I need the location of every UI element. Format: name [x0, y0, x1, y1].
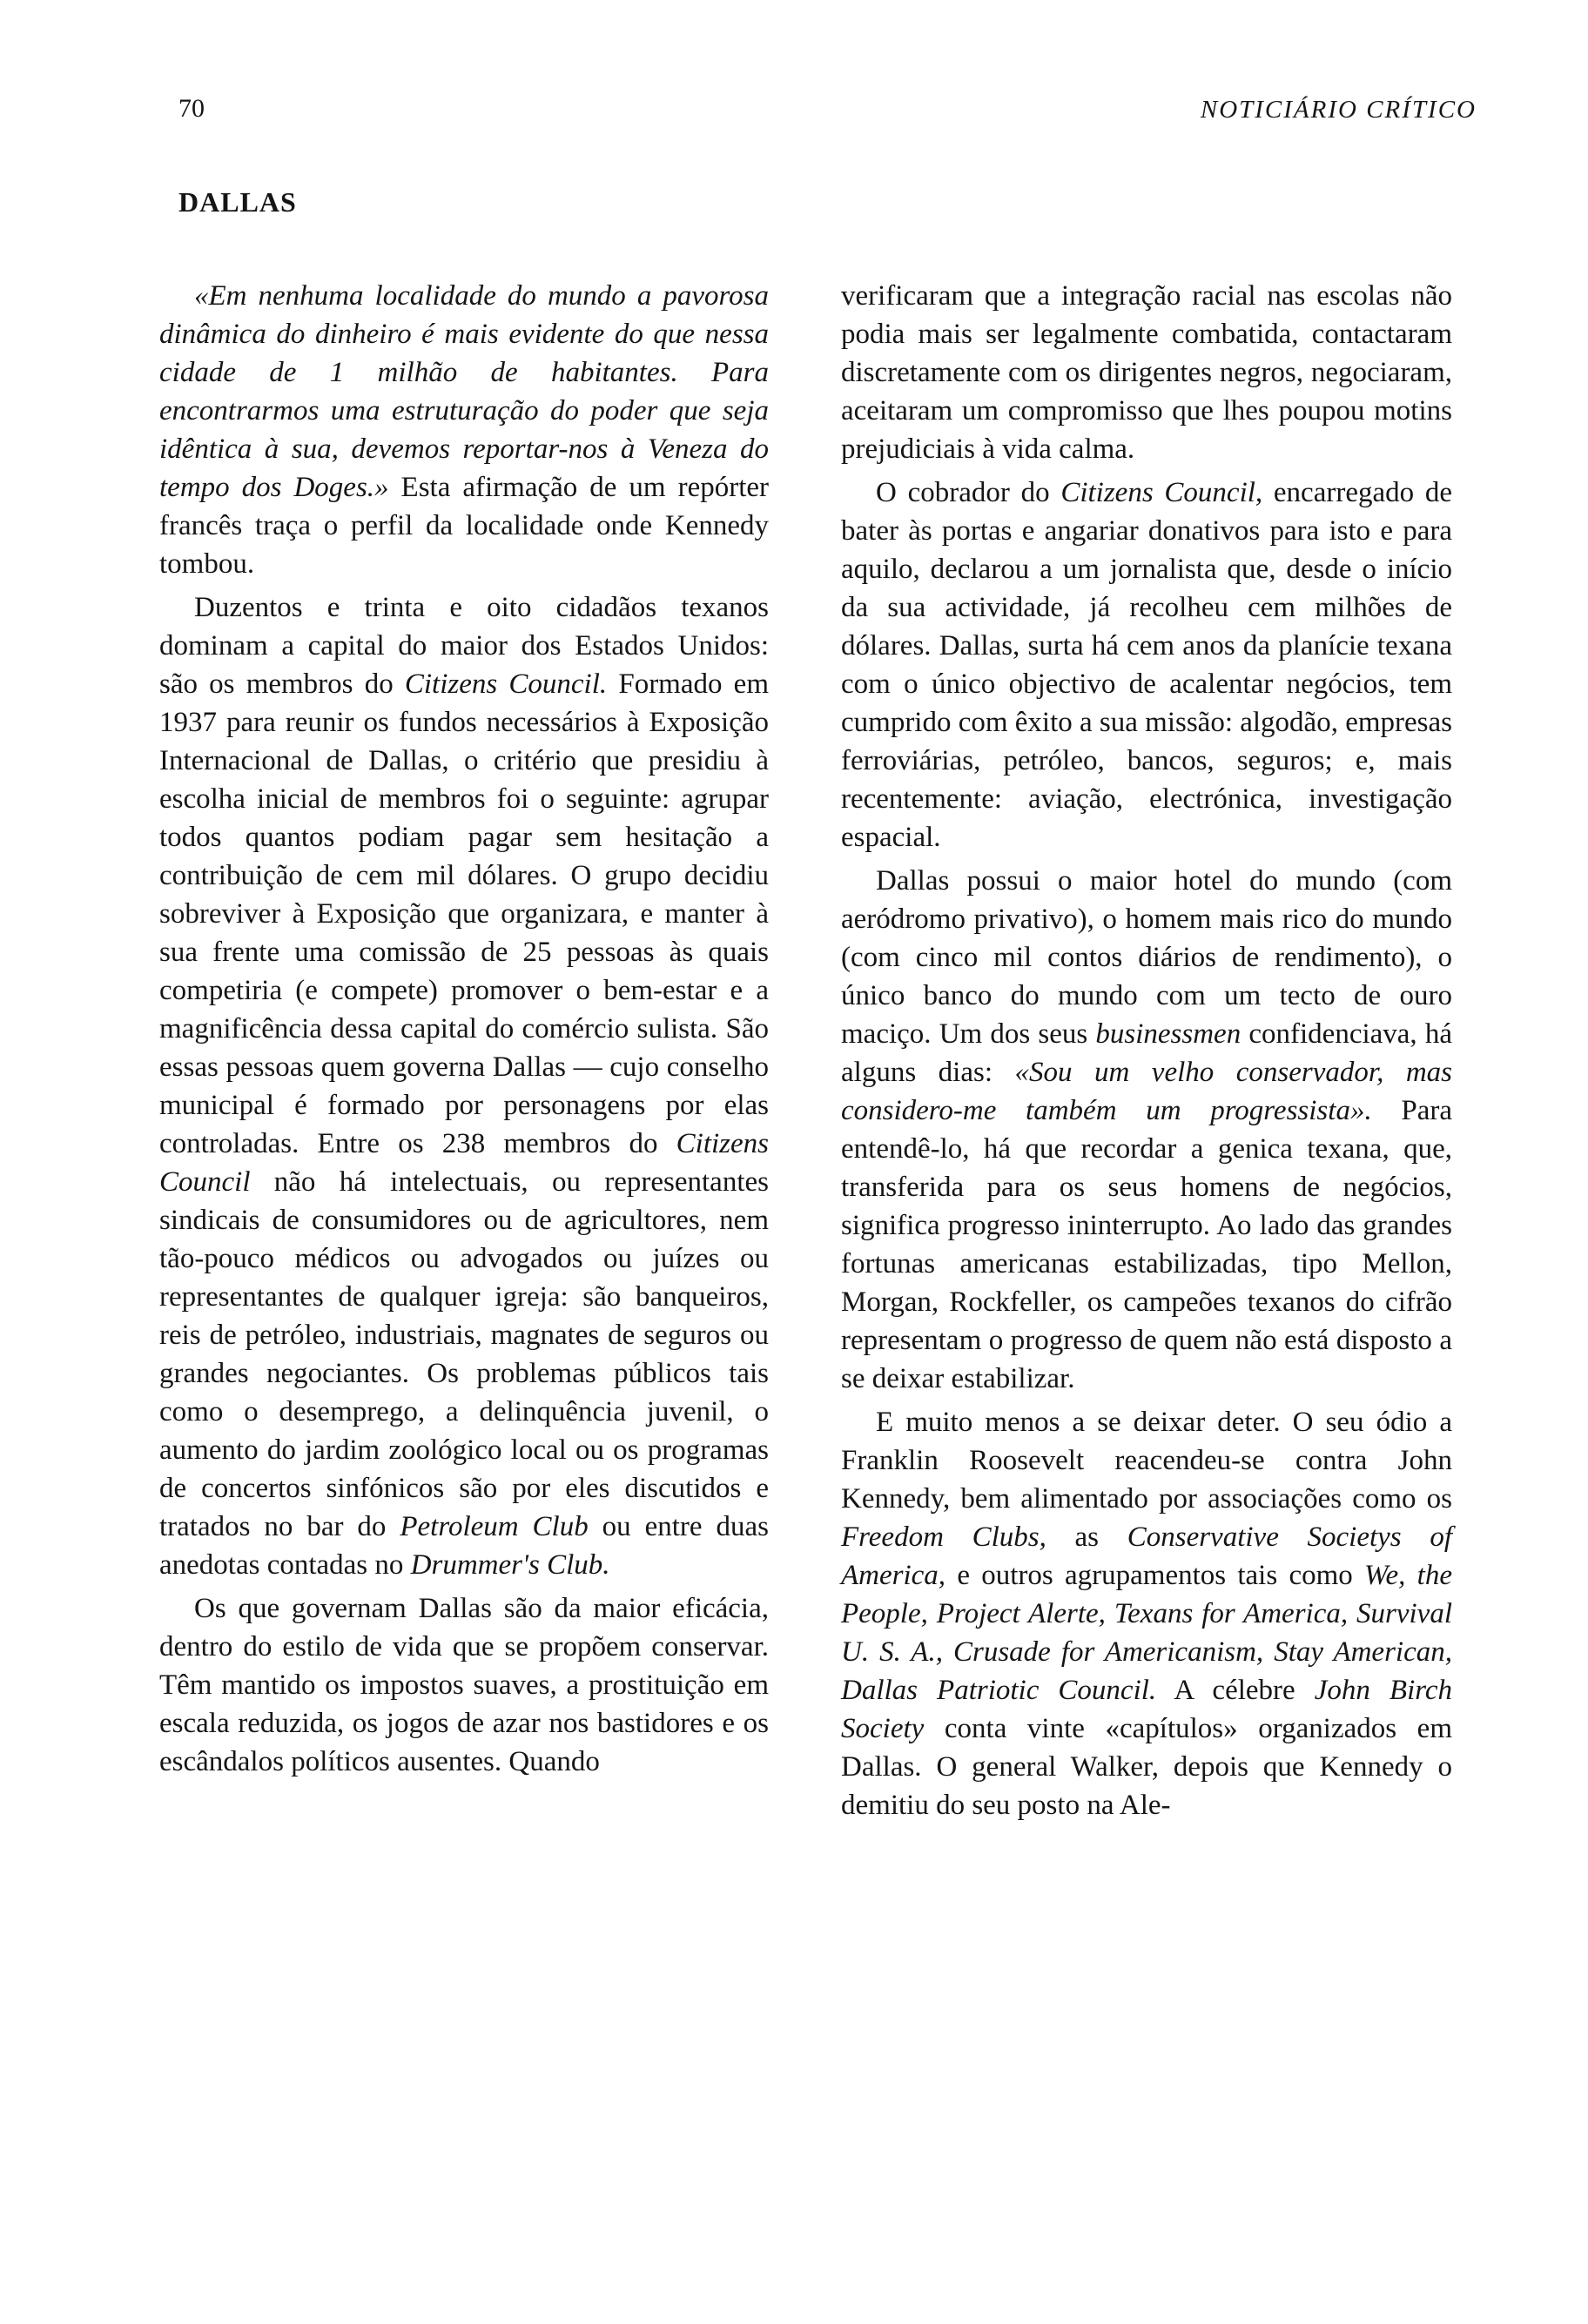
italic-run: John Birch Society: [841, 1675, 1452, 1744]
paragraph: [159, 588, 769, 1584]
text-run: e outros agrupamentos tais como: [945, 1560, 1365, 1591]
text-run: ou entre duas anedotas contadas no: [159, 1511, 769, 1581]
paragraph: [841, 862, 1452, 1398]
italic-run: businessmen: [1095, 1018, 1241, 1050]
text-run: A célebre: [1156, 1675, 1315, 1706]
italic-run: Petroleum Club: [400, 1511, 589, 1542]
text-run: Duzentos e trinta e oito cidadãos texanos dominam a capital do maior dos Estados Unidos: são os membros do: [159, 592, 769, 700]
italic-run: Citizens Council.: [404, 668, 608, 700]
italic-run: «Sou um velho conservador, mas considero-me também um progressista».: [841, 1057, 1453, 1126]
italic-run: Conservative Societys of America,: [841, 1521, 1452, 1591]
text-run: Os que governam Dallas são da maior eficácia, dentro do estilo de vida que se propõem conservar. Têm mantido os impostos suaves, a prostituição em escala reduzida, os jogos de azar nos bastidores e os escândalos políticos ausentes. Quando: [159, 1593, 769, 1777]
paragraph: [841, 474, 1452, 856]
text-run: as: [1046, 1521, 1127, 1553]
text-run: Esta afirmação de um repórter francês traça o perfil da localidade onde Kennedy tombou.: [159, 472, 770, 580]
italic-run: «Em nenhuma localidade do mundo a pavorosa dinâmica do dinheiro é mais evidente do que nessa cidade de 1 milhão de habitantes. Para encontrarmos uma estruturação do poder que seja idêntica à sua, devemos reportar-nos à Veneza do tempo dos Doges.»: [159, 280, 769, 503]
paragraph: [159, 277, 769, 583]
text-run: Para entendê-lo, há que recordar a genica texana, que, transferida para os seus homens de negócios, significa progresso ininterrupto. Ao lado das grandes fortunas americanas estabilizadas, tipo Mellon, Morgan, Rockfeller, os campeões texanos do cifrão representam o progresso de quem não está disposto a se deixar estabilizar.: [841, 1095, 1453, 1394]
text-run: Dallas possui o maior hotel do mundo (com aeródromo privativo), o homem mais rico do mundo (com cinco mil contos diários de rendimento), o único banco do mundo com um tecto de ouro maciço. Um dos seus: [841, 865, 1452, 1050]
section-title: DALLAS: [178, 186, 297, 218]
running-head: NOTICIÁRIO CRÍTICO: [1200, 96, 1477, 124]
paragraph: [841, 277, 1452, 468]
page-number: 70: [178, 94, 205, 123]
italic-run: We, the People, Project Alerte, Texans for America, Survival U. S. A., Crusade for Americanism, Stay American, Dallas Patriotic Council.: [841, 1560, 1452, 1706]
paragraph: [841, 1403, 1452, 1824]
text-run: E muito menos a se deixar deter. O seu ódio a Franklin Roosevelt reacendeu-se contra John Kennedy, bem alimentado por associações como os: [841, 1407, 1452, 1515]
italic-run: Citizens Council,: [1060, 477, 1263, 508]
italic-run: Citizens Council: [159, 1128, 769, 1198]
text-run: conta vinte «capítulos» organizados em Dallas. O general Walker, depois que Kennedy o demitiu do seu posto na Ale-: [841, 1713, 1452, 1821]
text-run: encarregado de bater às portas e angariar donativos para isto e para aquilo, declarou a um jornalista que, desde o início da sua actividade, já recolheu cem milhões de dólares. Dallas, surta há cem anos da planície texana com o único objectivo de acalentar negócios, tem cumprido com êxito a sua missão: algodão, empresas ferroviárias, petróleo, bancos, seguros; e, mais recentemente: aviação, electrónica, investigação espacial.: [841, 477, 1453, 853]
paragraph: [159, 1589, 769, 1781]
left-column: [159, 277, 769, 1786]
italic-run: Freedom Clubs,: [841, 1521, 1046, 1553]
text-run: Formado em 1937 para reunir os fundos necessários à Exposição Internacional de Dallas, o critério que presidiu à escolha inicial de membros foi o seguinte: agrupar todos quantos podiam pagar sem hesitação a contribuição de cem mil dólares. O grupo decidiu sobreviver à Exposição que organizara, e manter à sua frente uma comissão de 25 pessoas às quais competiria (e compete) promover o bem-estar e a magnificência dessa capital do comércio sulista. São essas pessoas quem governa Dallas — cujo conselho municipal é formado por personagens por elas controladas. Entre os 238 membros do: [159, 668, 769, 1159]
text-run: O cobrador do: [876, 477, 1061, 508]
text-run: confidenciava, há alguns dias:: [841, 1018, 1452, 1088]
text-run: verificaram que a integração racial nas escolas não podia mais ser legalmente combatida, contactaram discretamente com os dirigentes negros, negociaram, aceitaram um compromisso que lhes poupou motins prejudiciais à vida calma.: [841, 280, 1452, 465]
text-run: não há intelectuais, ou representantes sindicais de consumidores ou de agricultores, nem tão-pouco médicos ou advogados ou juízes ou representantes de qualquer igreja: são banqueiros, reis de petróleo, industriais, magnates de seguros ou grandes negociantes. Os problemas públicos tais como o desemprego, a delinquência juvenil, o aumento do jardim zoológico local ou os programas de concertos sinfónicos são por eles discutidos e tratados no bar do: [159, 1166, 769, 1542]
right-column: [841, 277, 1452, 1830]
italic-run: Drummer's Club.: [410, 1549, 610, 1581]
